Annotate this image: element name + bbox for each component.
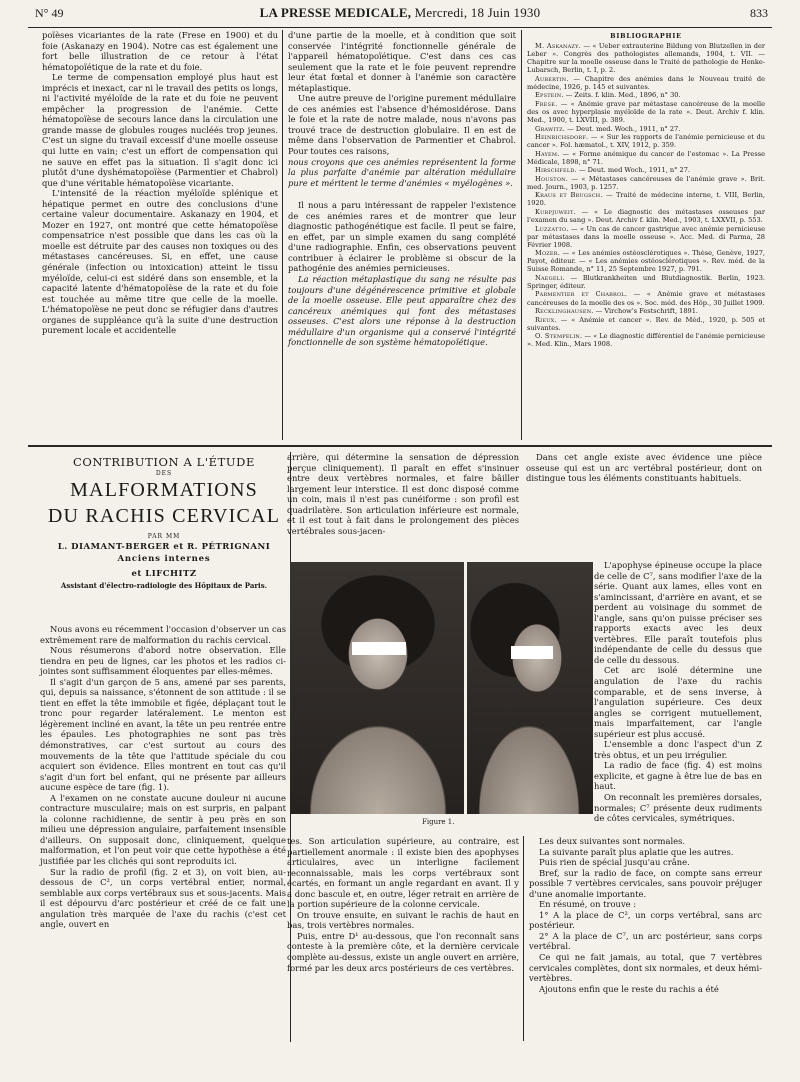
paragraph: Dans cet angle existe avec évidence une pièce osseuse qui est un arc vertébral postérieur, dont on distingue tous les éléments constituants habituels. <box>526 452 762 484</box>
bibliography-author: Frese. <box>535 99 558 108</box>
bibliography-entry <box>527 150 765 166</box>
bibliography-author: Houston. <box>535 174 568 183</box>
paragraph: Il s'agit d'un garçon de 5 ans, amené par ses parents, qui, depuis sa naissance, s'étonnent de son attitude : il se tient en effet la tête immobile et figée, déplaçant tout le tronc pour regarder latéralement. Le menton est légèrement incliné en avant, la tête un peu rentrée entre les épaules. Les photographies ne sont pas très démonstratives, car c'est surtout au cours des mouvements de la tête que l'attitude spéciale du cou acquiert son évidence. Elles montrent en tout cas qu'il s'agit d'un fort bel enfant, qui ne présente par ailleurs aucune espèce de tare (fig. 1). <box>40 676 286 793</box>
title-des: DES <box>155 470 173 477</box>
bibliography-entry <box>527 274 765 290</box>
paragraph: d'une partie de la moelle, et à condition que soit conservée l'intégrité fonctionnelle générale de l'appareil hématopoïétique. C'est dans ces cas seulement que la rate et le foie peuvent reprendre leur état fœtal et donner à l'anémie son caractère métaplastique. <box>288 30 516 93</box>
paragraph: 1° A la place de C², un corps vertébral, sans arc postérieur. <box>529 909 762 931</box>
paragraph: L'apophyse épineuse occupe la place de celle de C⁷, sans modifier l'axe de la série. Quant aux lames, elles vont en s'amincissant, d'arrière en avant, et se perdent au voisinage du sommet de l'angle, sans qu'on puisse préciser ses rapports exacts avec les deux vertèbres. Elle paraît toutefois plus indépendante de celle du dessus que de celle du dessous. <box>594 560 762 665</box>
bibliography-entry <box>527 249 765 273</box>
bibliography-reference: — Traité de médecine interne, t. VIII, Berlin, 1920. <box>527 191 765 208</box>
title-line-2: DU RACHIS CERVICAL <box>47 505 281 527</box>
bibliography-reference: — « Le diagnostic différentiel de l'anémie pernicieuse ». Med. Klin., Mars 1908. <box>527 332 765 349</box>
bibliography-heading: BIBLIOGRAPHIE <box>610 32 682 40</box>
figure-1-photo-front <box>290 562 464 814</box>
bibliography-author: M. Askanazy. <box>535 42 581 51</box>
page-number: N° 49 <box>35 6 64 20</box>
paragraph: Puis rien de spécial jusqu'au crâne. <box>539 857 690 868</box>
bibliography-entry <box>527 100 765 124</box>
journal-header <box>250 5 550 21</box>
bibliography-author: Kraus et Brugsch. <box>535 191 603 200</box>
by-line-par: PAR MM <box>147 533 181 540</box>
bibliography-author: Epstein. <box>535 91 564 100</box>
bibliography-author: Hayem. <box>535 149 560 158</box>
column-rule <box>282 30 283 440</box>
paragraph: On trouve ensuite, en suivant le rachis de haut en bas, trois vertèbres normales. <box>287 909 519 931</box>
paragraph: L'ensemble a donc l'aspect d'un Z très obtus, et un peu irrégulier. <box>594 739 762 760</box>
article-middle-top <box>287 452 519 558</box>
bibliography-entry <box>527 290 765 306</box>
bibliography-author: O. Stempelin. <box>535 332 583 341</box>
bibliography-author: Aubertin. <box>535 74 569 83</box>
bibliography-entry <box>527 332 765 348</box>
paragraph: tes. Son articulation supérieure, au contraire, est partiellement anormale : il existe bien des apophyses articulaires, avec un interligne facilement reconnaissable, mais les corps vertébraux sont écartés, en formant un angle regardant en avant. Il y a donc bascule et, en outre, léger retrait en arrière de la portion supérieure de la colonne cervicale. <box>287 836 519 910</box>
paragraph: Le terme de compensation employé plus haut est imprécis et inexact, car ni le travail des petits os longs, ni l'activité myéloïde de la rate et du foie ne peuvent empêcher la progression de l'anémie. Cette hématopoïèse de secours lance dans la circulation une grande masse de globules rouges nucléés trop jeunes. C'est un signe du travail excessif d'une moelle osseuse qui lutte en vain; c'est un effort de compensation qui ne sauve en effet pas la situation. Il s'agit donc ici plutôt d'une dyshématopoïèse (Parmentier et Chabrol) que d'une véritable hématopoïèse vicariante. <box>42 72 278 188</box>
bibliography-author: Kurpjuweit. <box>535 207 576 216</box>
bibliography-reference: — « Sur les rapports de l'anémie pernicieuse et du cancer ». Fol. hæmatol., t. XIV, 1912, p. 359. <box>527 133 765 150</box>
bibliography-entry <box>527 316 765 332</box>
journal-name: LA PRESSE MEDICALE, <box>259 5 412 20</box>
bibliography-reference: — Deut. med Woch., 1911, n° 27. <box>576 166 691 175</box>
bibliography-reference: — « Forme anémique du cancer de l'estomac ». La Presse Médicale, 1898, n° 71. <box>527 149 765 166</box>
authors-role: Anciens internes <box>117 554 211 564</box>
paragraph: Nous avons eu récemment l'occasion d'observer un cas extrêmement rare de malformation du rachis cervical. <box>40 624 286 645</box>
bibliography-entry <box>527 225 765 249</box>
paragraph: Puis, entre D¹ au-dessous, que l'on reconnaît sans conteste à la première côte, et la dernière cervicale complète au-dessus, existe un angle ouvert en arrière, formé par les deux arcs postérieurs de ces vertèbres. <box>287 930 519 973</box>
bibliography-reference: — Blutkrankheiten und Blutdiagnostik. Berlin, 1923. Springer, éditeur. <box>527 273 765 290</box>
article-title-block <box>40 455 288 590</box>
paragraph <box>288 274 516 348</box>
paragraph: La radio de face (fig. 4) est moins explicite, et gagne à être lue de bas en haut. <box>594 760 762 792</box>
bibliography-author: Rieux. <box>535 315 557 324</box>
emphasis: La réaction métaplastique du sang ne résulte pas toujours d'une dégénérescence primitive et globale de la moelle osseuse. Elle peut apparaître chez des cancéreux anémiques qui font des métastases osseuses. C'est alors une réponse à la destruction médullaire d'un organisme qui a conservé l'intégrité fonctionnelle de son système hématopoïétique. <box>288 274 516 348</box>
article-middle-bottom <box>287 836 519 1041</box>
bibliography-reference: — « Métastases cancéreuses de l'anémie grave ». Brit. med. Journ., 1903, p. 1257. <box>527 174 765 191</box>
bibliography-author: Heinrichsdorf. <box>535 133 589 142</box>
paragraph: Nous résumerons d'abord notre observation. Elle tiendra en peu de lignes, car les photos et les radios ci-jointes sont suffisamment éloquentes par elles-mêmes. <box>40 645 286 677</box>
paragraph: Sur la radio de profil (fig. 2 et 3), on voit bien, au-dessous de C², un corps vertébral entier, normal, semblable aux corps vertébraux sus et sous-jacents. Mais il est dépourvu d'arc postérieur et créé de ce fait une angulation très marquée de l'axe du rachis (c'est cet angle, ouvert en <box>40 866 286 930</box>
bibliography-entry <box>527 166 765 174</box>
article-left-column <box>40 624 286 1044</box>
paragraph: arrière, qui détermine la sensation de dépression perçue cliniquement). Il paraît en effet s'insinuer entre deux vertèbres normales, et faire bâiller largement leur interstice. Il est donc disposé comme un coin, mais il n'est pas cunéiforme : son profil est quadrilatère. Son articulation inférieure est normale, et il est tout à fait dans le prolongement des pièces vertébrales sous-jacen- <box>287 452 519 536</box>
bibliography-entry <box>527 208 765 224</box>
bibliography-reference: — « Anémie et cancer ». Rev. de Méd., 1920, p. 505 et suivantes. <box>527 315 765 332</box>
bibliography-entry <box>527 175 765 191</box>
paragraph: 2° A la place de C⁷, un arc postérieur, sans corps vertébral. <box>529 930 762 952</box>
top-column-2 <box>288 30 516 442</box>
paragraph: En résumé, on trouve : <box>539 899 637 910</box>
bibliography-reference: — « Un cas de cancer gastrique avec anémie pernicieuse par métastases dans la moelle osseuse ». Acc. Med. di Parma, 28 Février 1908. <box>527 224 765 249</box>
paragraph: On reconnaît les premières dorsales, normales; C⁷ présente deux rudiments de côtes cervicales, symétriques. <box>594 792 762 824</box>
bibliography-reference: — Deut. med. Woch., 1911, n° 27. <box>565 124 681 133</box>
figure-1-photo-profile <box>467 562 593 814</box>
bibliography-author: Recklinghausen. <box>535 307 594 316</box>
bibliography-entry <box>527 91 765 99</box>
paragraph: L'intensité de la réaction myéloïde splénique et hépatique permet en outre des conclusions d'une certaine valeur documentaire. Askanazy en 1904, et Mozer en 1927, ont montré que cette hématopoïèse compensatrice n'est possible que dans les cas où la moelle est détruite par des causes non toxiques ou des métastases cancéreuses. Si, en effet, une cause générale (infection ou intoxication) atteint le tissu myéloïde, celui-ci est sidéré dans son ensemble, et la capacité latente d'hématopoïèse de la rate et du foie est touchée au même titre que celle de la moelle. L'hématopoïèse ne peut donc se réfugier dans d'autres organes de suppléance qu'à la suite d'une destruction purement locale et accidentelle <box>42 188 278 336</box>
bibliography-entry <box>527 125 765 133</box>
bibliography-author: Grawitz. <box>535 124 566 133</box>
censor-bar <box>511 646 553 659</box>
bibliography <box>527 32 765 442</box>
column-rule <box>523 836 524 1041</box>
bibliography-reference: — « Le diagnostic des métastases osseuses par l'examen du sang ». Deut. Archiv f. klin. Med., 1903, t. LXXVII, p. 553. <box>527 207 765 225</box>
bibliography-author: Naegeli. <box>535 273 565 282</box>
bibliography-author: Hirschfeld. <box>535 166 577 175</box>
bibliography-reference: — Zeits. f. klin. Med., 1896, n° 30. <box>563 91 681 100</box>
page-folio: 833 <box>750 6 768 20</box>
article-authors: L. DIAMANT-BERGER et R. PÉTRIGNANI <box>57 542 271 552</box>
paragraph: Ce qui ne fait jamais, au total, que 7 vertèbres cervicales complètes, dont six normales, et deux hémi-vertèbres. <box>529 952 762 984</box>
bibliography-reference: — « Anémie grave et métastases cancéreuses de la moelle des os ». Soc. méd. des Hôp., 30 Juillet 1909. <box>527 290 766 307</box>
bibliography-author: Mozer. <box>535 249 561 258</box>
column-rule <box>521 30 522 440</box>
bibliography-entry <box>527 75 765 91</box>
bibliography-author: Parmentier et Chabrol. <box>535 290 628 299</box>
paragraph: A l'examen on ne constate aucune douleur ni aucune contracture musculaire; mais on est surpris, en palpant la colonne rachidienne, de sentir à peu près en son milieu une dépression angulaire, parfaitement insensible d'ailleurs. On supposait donc, cliniquement, quelque malformation, et l'on peut voir que cette hypothèse a été justifiée par les clichés qui sont reproduits ici. <box>40 792 286 867</box>
bibliography-reference: — « Anémie grave par métastase cancéreuse de la moelle des os avec hyperplasie myéloïde de la rate ». Deut. Archiv f. klin. Med., 1900, t. LXVIII, p. 389. <box>527 99 765 124</box>
title-line-1: MALFORMATIONS <box>70 479 258 501</box>
top-column-1 <box>42 30 278 442</box>
paragraph: Il nous a paru intéressant de rappeler l'existence de ces anémies rares et de montrer que leur diagnostic pathogénétique est facile. Il peut se faire, en effet, par un simple examen du sang complété d'une radiographie. Enfin, ces observations peuvent contribuer à éclairer le problème si obscur de la pathogénie des anémies pernicieuses. <box>288 200 516 274</box>
bibliography-author: Luzzatto. <box>535 224 569 233</box>
section-rule <box>28 445 772 447</box>
bibliography-reference: — « Les anémies ostéosclérotiques ». Thèse, Genève, 1927, Payot, éditeur. — « Les anémies ostéosclérotiques ». Rev. méd. de la Suisse Romande, n° 11, 25 Septembre 1927, p. 791. <box>527 249 765 274</box>
bibliography-reference: — Virchow's Festschrift, 1891. <box>593 307 699 316</box>
paragraph: La suivante paraît plus aplatie que les autres. <box>539 846 734 857</box>
paragraph: Bref, sur la radio de face, on compte sans erreur possible 7 vertèbres cervicales, sans pouvoir préjuger d'une anomalie importante. <box>529 867 762 899</box>
bibliography-entry <box>527 133 765 149</box>
title-contribution: CONTRIBUTION A L'ÉTUDE <box>73 455 255 469</box>
third-author-role: Assistant d'électro-radiologie des Hôpitaux de Paris. <box>60 581 268 590</box>
paragraph: Cet arc isolé détermine une angulation de l'axe du rachis comparable, et de sens inverse, à l'angulation supérieure. Ces deux angles se corrigent mutuellement, mais imparfaitement, car l'angle supérieur est plus accusé. <box>594 665 762 739</box>
bibliography-entry <box>527 307 765 315</box>
paragraph: Ajoutons enfin que le reste du rachis a été <box>539 983 719 994</box>
article-right-beside-figure <box>594 560 762 824</box>
article-right-top <box>526 452 762 558</box>
third-author: et LIFCHITZ <box>131 569 197 579</box>
figure-caption: Figure 1. <box>422 818 455 826</box>
emphasis: nous croyons que ces anémies représentent la forme la plus parfaite d'anémie par altération médullaire pure et méritent le terme d'anémies « myélogènes ». <box>288 156 516 188</box>
bibliography-entry <box>527 191 765 207</box>
issue-date: Mercredi, 18 Juin 1930 <box>414 5 541 20</box>
article-right-bottom <box>529 836 762 1041</box>
paragraph: Une autre preuve de l'origine purement médullaire de ces anémies est l'absence d'hémosidérose. Dans le foie et la rate de notre malade, nous n'avons pas trouvé trace de destruction globulaire. Il en est de même dans l'observation de Parmentier et Chabrol. Pour toutes ces raisons, <box>288 93 516 157</box>
bibliography-reference: — Chapitre des anémies dans le Nouveau traité de médecine, 1926, p. 145 et suivantes. <box>527 74 765 91</box>
paragraph: poïèses vicariantes de la rate (Frese en 1900) et du foie (Askanazy en 1904). Notre cas est également une fort belle illustration de ce retour à l'état hématopoïétique de la rate et du foie. <box>42 30 278 72</box>
bibliography-entry <box>527 42 765 74</box>
paragraph <box>288 157 516 189</box>
header-rule <box>28 27 772 28</box>
censor-bar <box>352 642 406 655</box>
paragraph: Les deux suivantes sont normales. <box>539 836 686 846</box>
bibliography-reference: — « Ueber extrauterine Bildung von Blutzellen in der Leber ». Congrès des pathologistes allemands, 1904, t. VII. — Chapitre sur la moelle osseuse dans le Traité de pathologie de Henke-Lubarsch, Berlin, t. I, p. 2. <box>527 42 766 75</box>
